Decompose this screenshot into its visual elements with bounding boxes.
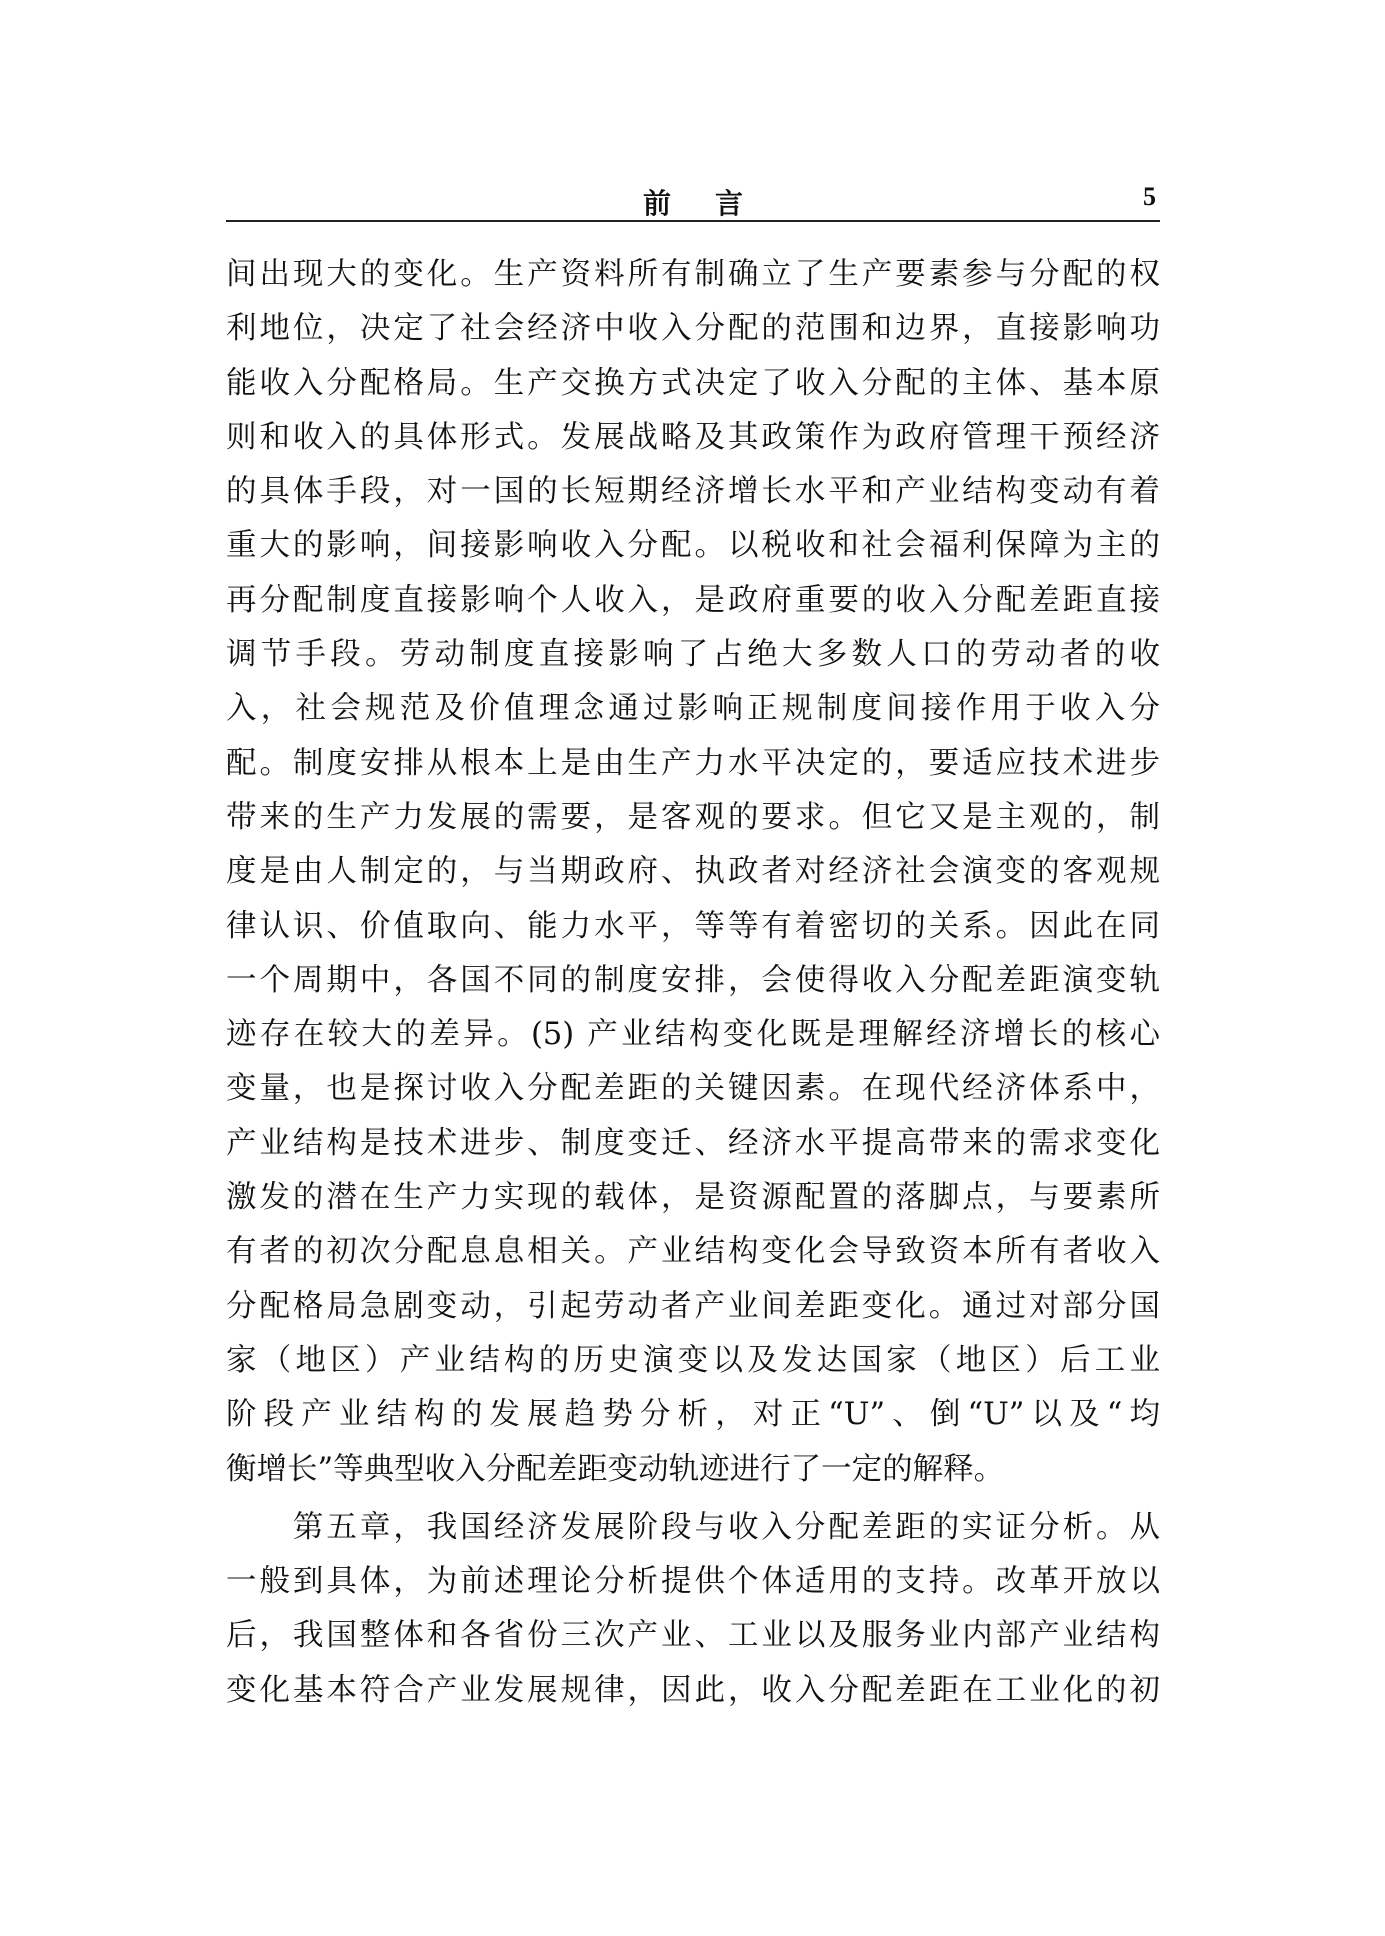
- text-line: 重大的影响，间接影响收入分配。以税收和社会福利保障为主的: [226, 528, 1160, 564]
- text-line: 则和收入的具体形式。发展战略及其政策作为政府管理干预经济: [226, 419, 1160, 455]
- text-line: 衡增长”等典型收入分配差距变动轨迹进行了一定的解释。: [226, 1451, 1005, 1487]
- text-line: 度是由人制定的，与当期政府、执政者对经济社会演变的客观规: [226, 854, 1160, 890]
- text-line: 利地位，决定了社会经济中收入分配的范围和边界，直接影响功: [226, 311, 1160, 347]
- text-line: 调节手段。劳动制度直接影响了占绝大多数人口的劳动者的收: [226, 637, 1160, 673]
- text-line: 阶段产业结构的发展趋势分析，对正“U”、倒“U”以及“均: [226, 1397, 1160, 1433]
- text-line: 变化基本符合产业发展规律，因此，收入分配差距在工业化的初: [226, 1672, 1160, 1708]
- running-title: 前言: [642, 187, 787, 220]
- body-text: [226, 248, 1160, 1718]
- text-line: 再分配制度直接影响个人收入，是政府重要的收入分配差距直接: [226, 582, 1160, 618]
- text-line: 产业结构是技术进步、制度变迁、经济水平提高带来的需求变化: [226, 1125, 1160, 1161]
- text-line: 律认识、价值取向、能力水平，等等有着密切的关系。因此在同: [226, 908, 1160, 944]
- text-line: 配。制度安排从根本上是由生产力水平决定的，要适应技术进步: [226, 745, 1160, 781]
- text-line: 一个周期中，各国不同的制度安排，会使得收入分配差距演变轨: [226, 962, 1160, 998]
- text-line: 的具体手段，对一国的长短期经济增长水平和产业结构变动有着: [226, 474, 1160, 510]
- text-line: 入，社会规范及价值理念通过影响正规制度间接作用于收入分: [226, 691, 1160, 727]
- page-header: [226, 178, 1160, 222]
- paragraph: [226, 1501, 1160, 1718]
- text-line: 第五章，我国经济发展阶段与收入分配差距的实证分析。从: [226, 1509, 1160, 1545]
- text-line: 家（地区）产业结构的历史演变以及发达国家（地区）后工业: [226, 1342, 1160, 1378]
- paragraph: [226, 248, 1160, 1497]
- text-line: 间出现大的变化。生产资料所有制确立了生产要素参与分配的权: [226, 257, 1160, 292]
- page-number: 5: [1143, 182, 1156, 211]
- text-line: 激发的潜在生产力实现的载体，是资源配置的落脚点，与要素所: [226, 1180, 1160, 1216]
- text-line: 变量，也是探讨收入分配差距的关键因素。在现代经济体系中，: [226, 1071, 1160, 1107]
- text-line: 带来的生产力发展的需要，是客观的要求。但它又是主观的，制: [226, 799, 1160, 835]
- text-line: 迹存在较大的差异。(5) 产业结构变化既是理解经济增长的核心: [226, 1017, 1160, 1053]
- text-line: 能收入分配格局。生产交换方式决定了收入分配的主体、基本原: [226, 365, 1160, 401]
- text-line: 有者的初次分配息息相关。产业结构变化会导致资本所有者收入: [226, 1234, 1160, 1270]
- text-line: 后，我国整体和各省份三次产业、工业以及服务业内部产业结构: [226, 1618, 1160, 1654]
- text-line: 分配格局急剧变动，引起劳动者产业间差距变化。通过对部分国: [226, 1288, 1160, 1324]
- text-line: 一般到具体，为前述理论分析提供个体适用的支持。改革开放以: [226, 1564, 1160, 1600]
